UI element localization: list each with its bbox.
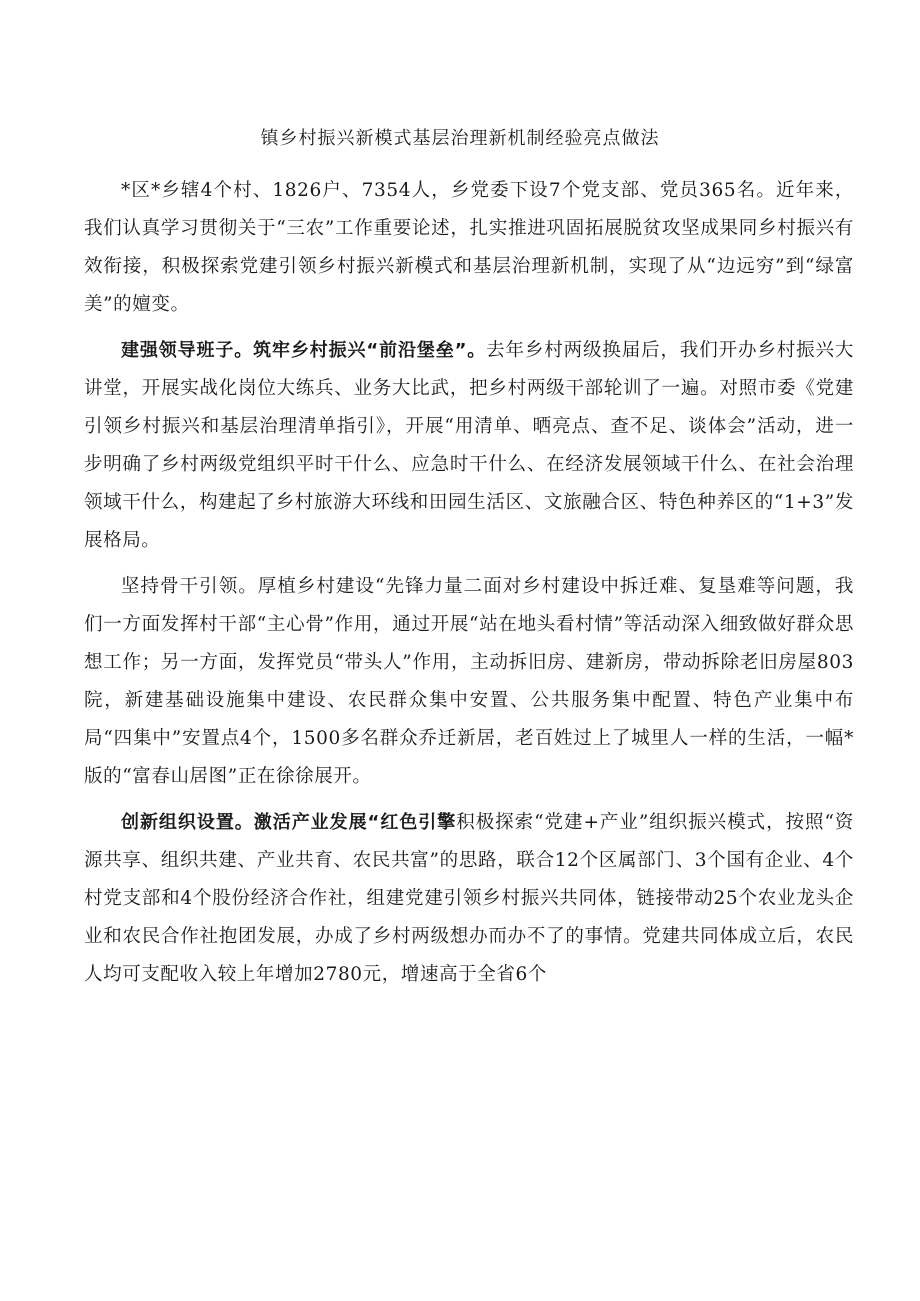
paragraph-text: 去年乡村两级换届后，我们开办乡村振兴大讲堂，开展实战化岗位大练兵、业务大比武，把乡村两级干部轮训了一遍。对照市委《党建引领乡村振兴和基层治理清单指引》，开展“用清单、晒亮点、查不足、谈体会”活动，进一步明确了乡村两级党组织平时干什么、应急时干什么、在经济发展领域干什么、在社会治理领域干什么，构建起了乡村旅游大环线和田园生活区、文旅融合区、特色种养区的“1+3”发展格局。 [84,340,854,551]
paragraph-text: 坚持骨干引领。厚植乡村建设“先锋力量二面对乡村建设中拆迁难、复垦难等问题，我们一方面发挥村干部“主心骨”作用，通过开展“站在地头看村情”等活动深入细致做好群众思想工作；另一方面，发挥党员“带头人”作用，主动拆旧房、建新房，带动拆除老旧房屋803院，新建基础设施集中建设、农民群众集中安置、公共服务集中配置、特色产业集中布局“四集中”安置点4个，1500多名群众乔迁新居，老百姓过上了城里人一样的生活，一幅*版的“富春山居图”正在徐徐展开。 [84,576,854,787]
paragraph-backbone [84,568,854,796]
paragraph-lead: 创新组织设置。激活产业发展“红色引擎 [121,812,457,833]
paragraph-intro [84,172,854,324]
paragraph-lead: 建强领导班子。筑牢乡村振兴“前沿堡垒”。 [121,340,487,361]
paragraph-text: 积极探索“党建+产业”组织振兴模式，按照“资源共享、组织共建、产业共育、农民共富”的思路，联合12个区属部门、3个国有企业、4个村党支部和4个股份经济合作社，组建党建引领乡村振兴共同体，链接带动25个农业龙头企业和农民合作社抱团发展，办成了乡村两级想办而办不了的事情。党建共同体成立后，农民人均可支配收入较上年增加2780元，增速高于全省6个 [84,812,855,985]
document-body [84,172,854,1002]
paragraph-leadership [84,332,854,560]
paragraph-organization [84,804,854,994]
document-title: 镇乡村振兴新模式基层治理新机制经验亮点做法 [260,128,660,149]
paragraph-text: *区*乡辖4个村、1826户、7354人，乡党委下设7个党支部、党员365名。近年来，我们认真学习贯彻关于“三农”工作重要论述，扎实推进巩固拓展脱贫攻坚成果同乡村振兴有效衔接，积极探索党建引领乡村振兴新模式和基层治理新机制，实现了从“边远穷”到“绿富美”的嬗变。 [84,180,854,315]
